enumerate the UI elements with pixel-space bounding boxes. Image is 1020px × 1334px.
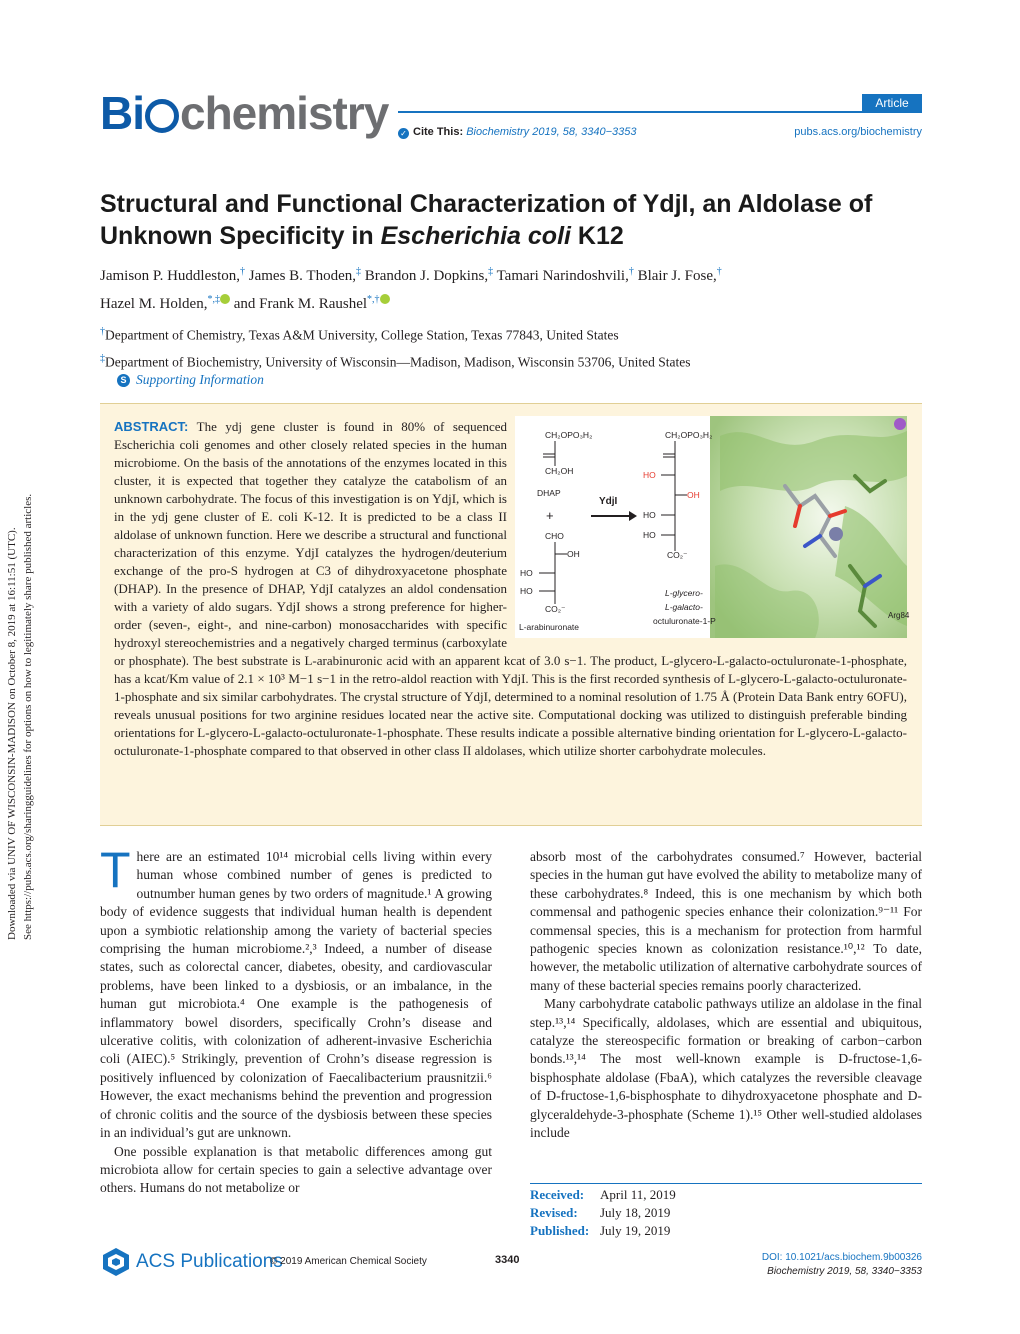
residue-label: Arg84 <box>888 611 910 620</box>
arabinuronate-group: CHO <box>545 531 564 541</box>
author-affiliation-mark: ‡ <box>355 266 361 277</box>
author-name[interactable]: Tamari Narindoshvili, <box>496 268 629 284</box>
product-label: L-galacto- <box>665 602 703 612</box>
body-paragraph: Many carbohydrate catabolic pathways utilize an aldolase in the final step.¹³,¹⁴ Specifically, aldolases, which are essential and ubiquitous, catalyze the stereospecific formation or breaking of carbon−carbon bonds.¹³,¹⁴ The most well-known example is D-fructose-1,6-bisphosphate aldolase (FbaA), which catalyzes the reversible cleavage of D-fructose-1,6-bisphosphate to dihydroxyacetone phosphate and D-glyceraldehyde-3-phosphate (Scheme 1).¹⁵ Other well-studied aldolases include <box>530 996 922 1141</box>
body-column-left <box>100 842 492 1198</box>
journal-masthead <box>100 87 922 142</box>
product-group: CO₂⁻ <box>667 550 688 560</box>
drop-cap: T <box>100 842 131 898</box>
affiliation: †Department of Chemistry, Texas A&M University, College Station, Texas 77843, United States <box>100 326 619 343</box>
dhap-label: DHAP <box>537 488 561 498</box>
date-row: Received: April 11, 2019 <box>530 1187 676 1202</box>
product-group: HO <box>643 530 656 540</box>
page-footer <box>100 1246 922 1286</box>
orcid-icon[interactable] <box>220 294 230 304</box>
product-group: HO <box>643 470 656 480</box>
article-title: Structural and Functional Characterization of YdjI, an Aldolase of Unknown Specificity in Escherichia coli K12 <box>100 190 873 250</box>
dhap-group: CH₂OH <box>545 466 574 476</box>
author-name[interactable]: Hazel M. Holden,*,‡ <box>100 296 230 312</box>
doi-link[interactable]: DOI: 10.1021/acs.biochem.9b00326 <box>761 1252 922 1263</box>
arabinuronate-label: L-arabinuronate <box>519 622 580 632</box>
author-name[interactable]: and Frank M. Raushel*,† <box>234 296 390 312</box>
product-label: octuluronate-1-P <box>653 616 716 626</box>
plus-sign: + <box>546 508 554 523</box>
supporting-information-link[interactable]: S Supporting Information <box>117 372 264 388</box>
header-rule <box>398 111 922 113</box>
abstract-box <box>100 403 922 826</box>
metal-ion-icon <box>894 418 906 430</box>
author-name[interactable]: James B. Thoden, <box>248 268 356 284</box>
product-group: CH₂OPO₃H₂ <box>665 430 713 440</box>
doi-block <box>762 1251 922 1279</box>
author-name[interactable]: Brandon J. Dopkins, <box>364 268 489 284</box>
zinc-ion-icon <box>829 527 843 541</box>
orcid-icon[interactable] <box>380 294 390 304</box>
cite-this[interactable]: ✓ Cite This: Biochemistry 2019, 58, 3340−3353 <box>398 126 637 139</box>
supporting-info-icon: S <box>117 374 130 387</box>
footer-citation: Biochemistry 2019, 58, 3340−3353 <box>767 1266 922 1277</box>
author-affiliation-mark: † <box>628 266 634 277</box>
author-affiliation-mark: ‡ <box>488 266 494 277</box>
arabinuronate-group: HO <box>520 586 533 596</box>
affiliations <box>100 320 922 373</box>
body-paragraph: absorb most of the carbohydrates consumed.⁷ However, bacterial species in the human gut have evolved the ability to metabolize many of these carbohydrates.⁸ Indeed, this is one mechanism by which both commensal and pathogenic species enhance their colonization.⁹⁻¹¹ For commensal species, this is a mechanism for protection from harmful pathogenic species known as colonization resistance.¹⁰,¹² To date, however, the metabolic utilization of alternative carbohydrate sources of many of these bacterial species remains poorly characterized. <box>530 849 922 993</box>
author-name[interactable]: Blair J. Fose, <box>637 268 717 284</box>
affiliation: ‡Department of Biochemistry, University of Wisconsin—Madison, Madison, Wisconsin 53706, United States <box>100 352 691 369</box>
authors-line-1 <box>100 268 722 284</box>
article-dates <box>530 1183 922 1240</box>
body-paragraph: There are an estimated 10¹⁴ microbial cells living within every human whose combined number of genes is predicted to outnumber human genes by two orders of magnitude.¹ A growing body of evidence suggests that individual human health is dependent upon a symbiotic relationship among the variety of bacterial species comprising the human microbiome.²,³ Indeed, a number of disease states, such as colorectal cancer, diabetes, obesity, and cardiovascular problems, have been linked to a dysbiosis, or an imbalance, in the human gut microbiota.⁴ One example is the pathogenesis of inflammatory bowel disorders, specifically Crohn’s disease and ulcerative colitis, with colonization of adherent-invasive Escherichia coli (AIEC).⁵ Strikingly, prevention of Crohn’s disease regression is positively influenced by colonization of Faecalibacterium prausnitzii.⁶ However, the exact mechanisms behind the prevention and progression of chronic colitis and the source of the dysbiosis between these species in an individual’s gut are unknown. <box>100 842 492 1141</box>
enzyme-label: YdjI <box>599 496 618 507</box>
abstract-text: ABSTRACT: The ydj gene cluster is found in 80% of sequenced Escherichia coli genomes and other closely related species in the human microbiome. On the basis of the annotations of the enzymes located in this cluster, it is expected that together they catalyze the catabolism of an unknown carbohydrate. The focus of this investigation is on YdjI, which is in the ydj gene cluster of E. coli K-12. It is predicted to be a class II aldolase of unknown function. Here we describe a structural and functional characterization of this enzyme. YdjI catalyzes the hydrogen/deuterium exchange of the pro-S hydrogen at C3 of dihydroxyacetone phosphate (DHAP). In the presence of DHAP, YdjI catalyzes an aldol condensation with a variety of aldo sugars. YdjI shows a strong preference for higher-order (seven-, eight-, and nine-carbon) monosaccharides with specific hydroxyl stereochemistries and a negatively charged terminus (carboxylate or phosphate). The best substrate is L-arabinuronic acid with an apparent kcat of 3.0 s−1. The product, L-glycero-L-galacto-octuluronate-1-phosphate, has a kcat/Km value of 2.1 × 10³ M−1 s−1 in the retro-aldol reaction with YdjI. This is the first recorded synthesis of L-glycero-L-galacto-octuluronate-1-phosphate and six similar carbohydrates. The crystal structure of YdjI, determined to a nominal resolution of 1.75 Å (Protein Data Bank entry 6OFU), reveals unusual positions for two arginine residues located near the active site. Computational docking was utilized to distinguish preferable binding orientations for L-glycero-L-galacto-octuluronate-1-phosphate. These results indicate a possible alternative binding orientation for L-glycero-L-galacto-octuluronate-1-phosphate compared to that observed in other class II aldolases, which utilize shorter carbohydrate molecules. <box>114 419 907 758</box>
author-affiliation-mark: † <box>240 266 246 277</box>
page-number: 3340 <box>495 1254 520 1266</box>
journal-logo: Bi chemistry <box>100 87 389 139</box>
author-affiliation-mark: † <box>716 266 722 277</box>
product-group: HO <box>643 510 656 520</box>
date-row: Revised: July 18, 2019 <box>530 1205 671 1220</box>
article-type-badge: Article <box>862 94 922 112</box>
arrow-head-icon <box>629 511 637 521</box>
arabinuronate-group: CO₂⁻ <box>545 604 566 614</box>
acs-publications-logo[interactable]: ACS Publications <box>100 1246 283 1278</box>
download-notice-line: See https://pubs.acs.org/sharingguidelines for options on how to legitimately share published articles. <box>22 493 34 940</box>
acs-hexagon-icon <box>100 1246 132 1278</box>
reaction-scheme <box>515 416 910 638</box>
body-paragraph: One possible explanation is that metabolic differences among gut microbiota allow for certain species to gain a selective advantage over others. Humans do not metabolize or <box>100 1143 492 1196</box>
product-label: L-glycero- <box>665 588 703 598</box>
download-notice-line: Downloaded via UNIV OF WISCONSIN-MADISON on October 8, 2019 at 16:11:51 (UTC). <box>6 527 18 940</box>
product-group: OH <box>687 490 700 500</box>
body-column-right <box>530 848 922 1143</box>
arabinuronate-group: HO <box>520 568 533 578</box>
toc-graphic <box>515 416 910 638</box>
date-row: Published: July 19, 2019 <box>530 1223 671 1238</box>
dhap-group: CH₂OPO₃H₂ <box>545 430 593 440</box>
product-bonds <box>661 441 687 551</box>
author-name[interactable]: Jamison P. Huddleston, <box>100 268 241 284</box>
journal-url-link[interactable]: pubs.acs.org/biochemistry <box>794 126 922 138</box>
author-list <box>100 260 922 316</box>
copyright-notice: © 2019 American Chemical Society <box>270 1256 427 1267</box>
check-icon: ✓ <box>398 128 409 139</box>
logo-o-ring-icon <box>145 99 179 133</box>
download-notice <box>0 410 44 950</box>
arabinuronate-group: OH <box>567 549 580 559</box>
